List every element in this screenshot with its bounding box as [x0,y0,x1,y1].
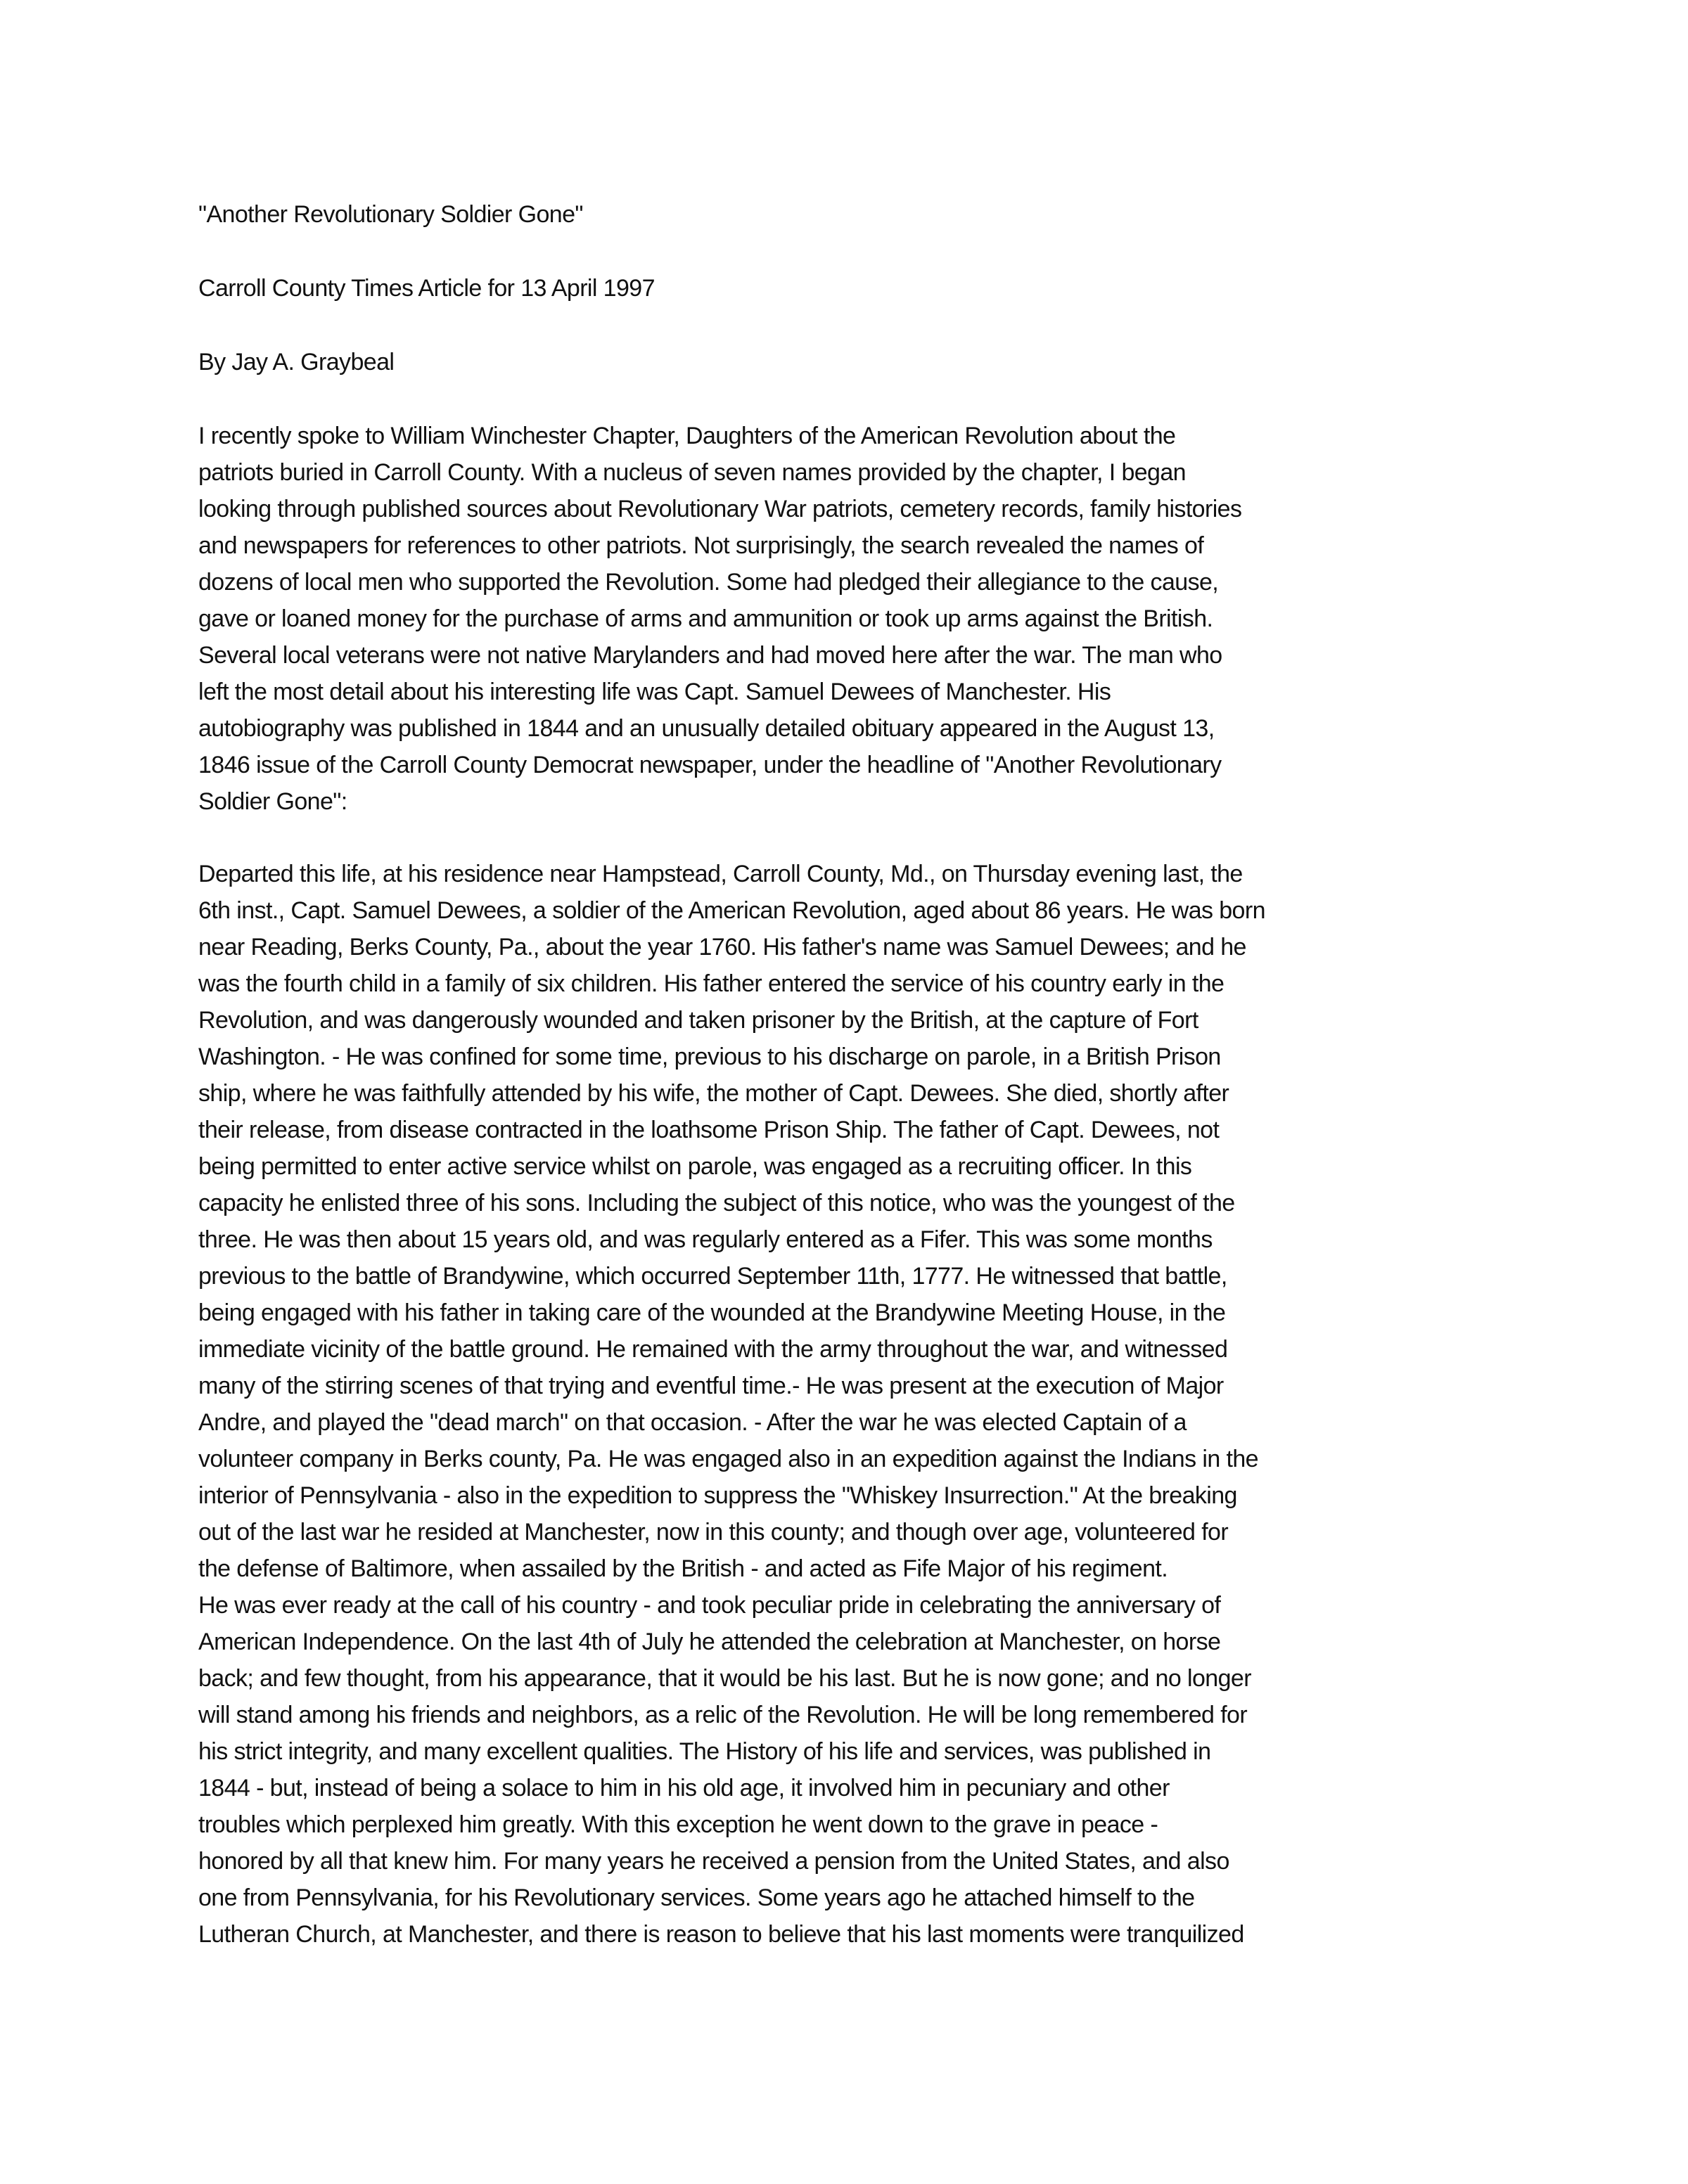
text-line: Revolution, and was dangerously wounded and taken prisoner by the British, at the capture of Fort [198,1007,1198,1034]
text-line: honored by all that knew him. For many years he received a pension from the United States, and also [198,1848,1229,1875]
text-line: near Reading, Berks County, Pa., about the year 1760. His father's name was Samuel Dewees; and he [198,934,1246,961]
text-line: immediate vicinity of the battle ground. He remained with the army throughout the war, and witnessed [198,1336,1228,1363]
text-line: Soldier Gone": [198,788,347,815]
text-line: out of the last war he resided at Manchester, now in this county; and though over age, volunteered for [198,1519,1229,1546]
text-line: looking through published sources about Revolutionary War patriots, cemetery records, family histories [198,496,1242,522]
text-line: one from Pennsylvania, for his Revolutionary services. Some years ago he attached himself to the [198,1884,1195,1911]
text-line: three. He was then about 15 years old, and was regularly entered as a Fifer. This was some months [198,1226,1213,1253]
byline: By Jay A. Graybeal [198,349,395,375]
text-line: volunteer company in Berks county, Pa. He was engaged also in an expedition against the Indians in the [198,1446,1258,1472]
text-line: Several local veterans were not native Marylanders and had moved here after the war. The man who [198,642,1222,669]
text-line: I recently spoke to William Winchester Chapter, Daughters of the American Revolution about the [198,423,1176,449]
text-line: dozens of local men who supported the Revolution. Some had pledged their allegiance to the cause, [198,569,1219,596]
text-line: Andre, and played the "dead march" on that occasion. - After the war he was elected Captain of a [198,1409,1187,1436]
text-line: 1844 - but, instead of being a solace to him in his old age, it involved him in pecuniary and other [198,1775,1170,1801]
text-line: ship, where he was faithfully attended by his wife, the mother of Capt. Dewees. She died, shortly after [198,1080,1229,1107]
text-line: being engaged with his father in taking care of the wounded at the Brandywine Meeting House, in the [198,1299,1226,1326]
text-line: gave or loaned money for the purchase of arms and ammunition or took up arms against the British. [198,605,1213,632]
text-line: was the fourth child in a family of six children. His father entered the service of his country early in the [198,970,1225,997]
text-line: his strict integrity, and many excellent qualities. The History of his life and services, was published in [198,1738,1211,1765]
article-subtitle: Carroll County Times Article for 13 April 1997 [198,275,655,302]
text-line: Washington. - He was confined for some time, previous to his discharge on parole, in a British Prison [198,1043,1221,1070]
text-line: autobiography was published in 1844 and an unusually detailed obituary appeared in the August 13, [198,715,1215,742]
text-line: 1846 issue of the Carroll County Democrat newspaper, under the headline of "Another Revolutionary [198,752,1222,778]
text-line: 6th inst., Capt. Samuel Dewees, a soldier of the American Revolution, aged about 86 years. He was born [198,897,1265,924]
text-line: capacity he enlisted three of his sons. Including the subject of this notice, who was the youngest of the [198,1190,1235,1216]
text-line: the defense of Baltimore, when assailed by the British - and acted as Fife Major of his regiment. [198,1555,1168,1582]
text-line: patriots buried in Carroll County. With a nucleus of seven names provided by the chapter, I began [198,459,1186,486]
text-line: left the most detail about his interesting life was Capt. Samuel Dewees of Manchester. His [198,679,1111,705]
text-line: Lutheran Church, at Manchester, and there is reason to believe that his last moments were tranquilized [198,1921,1244,1948]
text-line: Departed this life, at his residence near Hampstead, Carroll County, Md., on Thursday evening last, the [198,861,1243,887]
intro-paragraph [198,418,1241,820]
text-line: troubles which perplexed him greatly. With this exception he went down to the grave in peace - [198,1811,1158,1838]
text-line: previous to the battle of Brandywine, which occurred September 11th, 1777. He witnessed that battle, [198,1263,1227,1290]
text-line: their release, from disease contracted in the loathsome Prison Ship. The father of Capt. Dewees, not [198,1117,1220,1143]
text-line: interior of Pennsylvania - also in the expedition to suppress the "Whiskey Insurrection." At the breaking [198,1482,1237,1509]
text-line: back; and few thought, from his appearance, that it would be his last. But he is now gone; and no longer [198,1665,1251,1692]
obituary-paragraph [198,856,1265,1953]
text-line: being permitted to enter active service whilst on parole, was engaged as a recruiting officer. In this [198,1153,1192,1180]
text-line: American Independence. On the last 4th of July he attended the celebration at Manchester, on horse [198,1629,1221,1655]
text-line: will stand among his friends and neighbors, as a relic of the Revolution. He will be long remembered for [198,1702,1248,1728]
text-line: many of the stirring scenes of that trying and eventful time.- He was present at the execution of Major [198,1373,1224,1399]
text-line: and newspapers for references to other patriots. Not surprisingly, the search revealed the names of [198,532,1204,559]
article-title: "Another Revolutionary Soldier Gone" [198,201,583,228]
text-line: He was ever ready at the call of his country - and took peculiar pride in celebrating the anniversary of [198,1592,1221,1619]
